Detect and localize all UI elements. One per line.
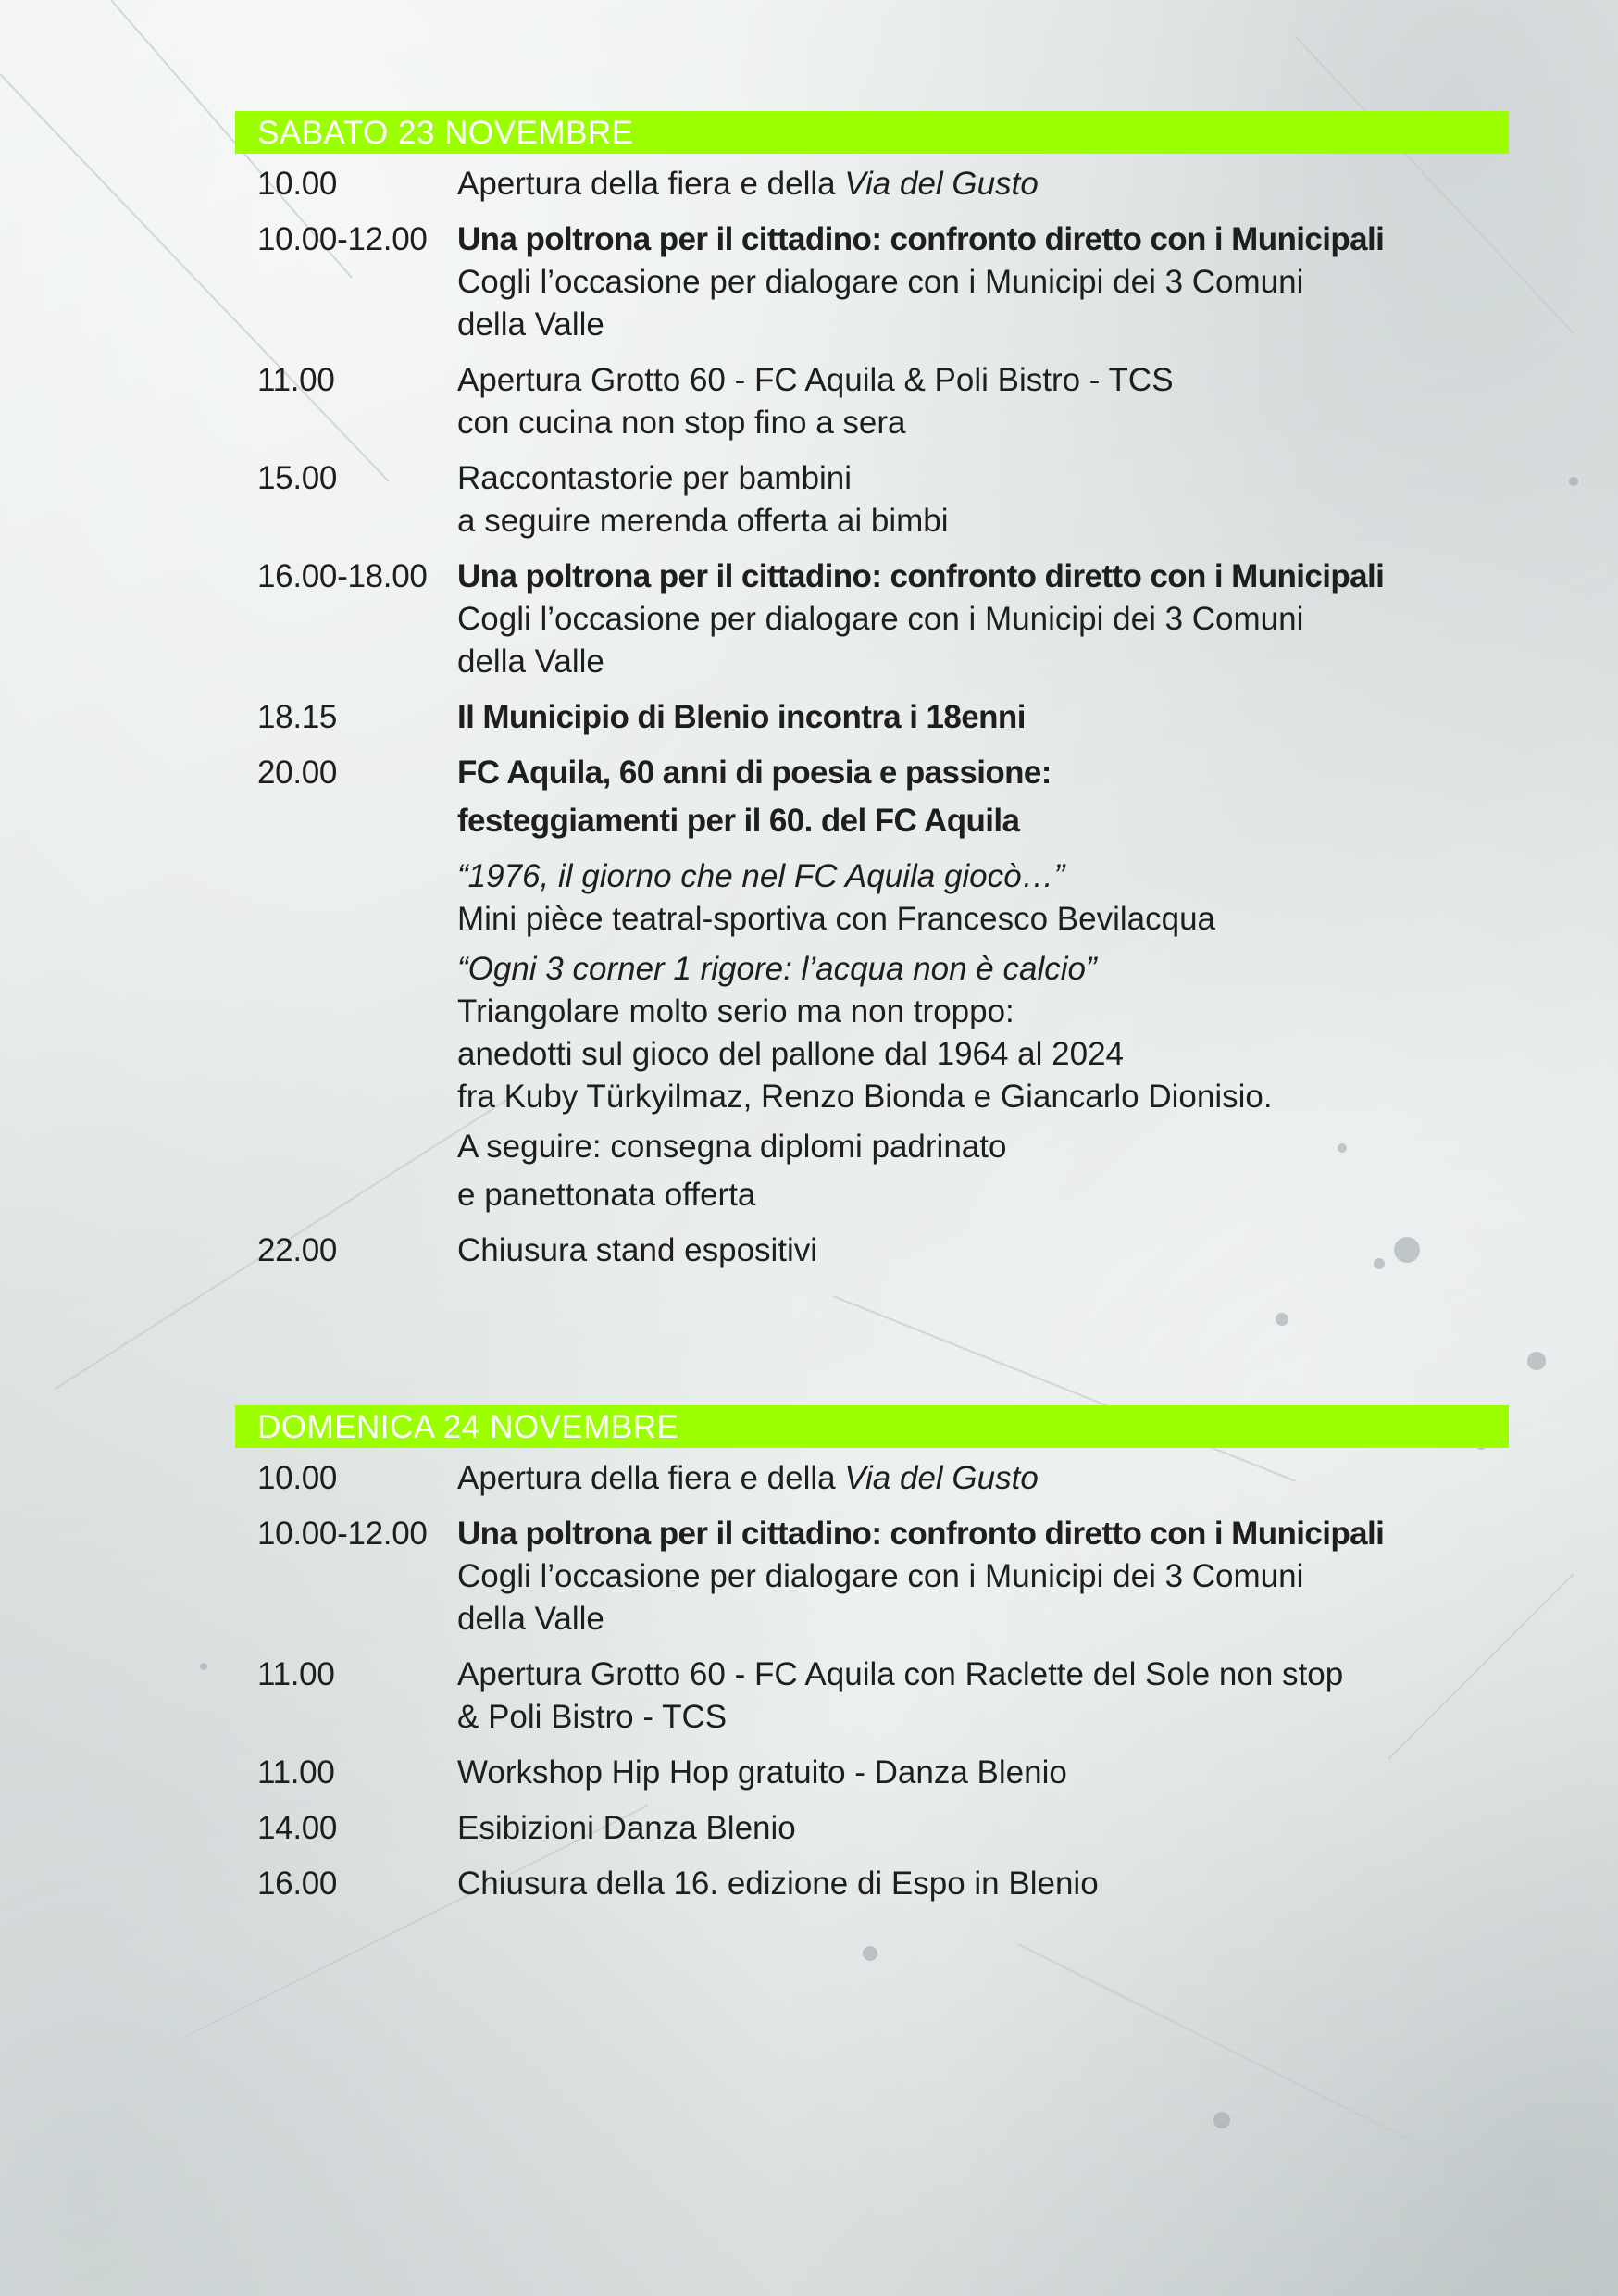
event-description: con cucina non stop fino a sera bbox=[457, 405, 906, 441]
event-description: Chiusura stand espositivi bbox=[457, 1232, 818, 1268]
event-time: 16.00 bbox=[257, 1866, 338, 1902]
schedule-row bbox=[235, 1807, 1509, 1850]
event-description: Apertura Grotto 60 - FC Aquila & Poli Bistro - TCS bbox=[457, 362, 1174, 398]
event-description: Apertura della fiera e della Via del Gusto bbox=[457, 1460, 1039, 1496]
event-description: Raccontastorie per bambini bbox=[457, 460, 853, 496]
schedule-row bbox=[235, 1863, 1509, 1905]
event-description: Apertura Grotto 60 - FC Aquila con Raclette del Sole non stop bbox=[457, 1656, 1344, 1692]
event-title: FC Aquila, 60 anni di poesia e passione: bbox=[457, 755, 1052, 791]
event-description: Esibizioni Danza Blenio bbox=[457, 1810, 796, 1846]
event-time: 11.00 bbox=[257, 1754, 335, 1791]
event-subtitle: “1976, il giorno che nel FC Aquila giocò…” bbox=[457, 858, 1065, 894]
schedule-row bbox=[235, 359, 1509, 444]
event-time: 11.00 bbox=[257, 1656, 335, 1692]
event-time: 14.00 bbox=[257, 1810, 338, 1846]
schedule-row bbox=[235, 1229, 1509, 1272]
schedule-row bbox=[235, 457, 1509, 543]
event-description: della Valle bbox=[457, 306, 604, 343]
event-time: 16.00-18.00 bbox=[257, 558, 428, 594]
event-time: 18.15 bbox=[257, 699, 338, 735]
event-description: Apertura della fiera e della Via del Gusto bbox=[457, 166, 1039, 202]
event-description: della Valle bbox=[457, 643, 604, 680]
event-description: Mini pièce teatral-sportiva con Francesco Bevilacqua bbox=[457, 901, 1215, 937]
event-time: 10.00 bbox=[257, 166, 338, 202]
event-description: Triangolare molto serio ma non troppo: bbox=[457, 993, 1014, 1029]
sunday-header: DOMENICA 24 NOVEMBRE bbox=[235, 1405, 1509, 1448]
event-time: 10.00-12.00 bbox=[257, 1516, 428, 1552]
saturday-section bbox=[235, 111, 1509, 1272]
event-description: e panettonata offerta bbox=[457, 1177, 756, 1213]
event-subtitle: “Ogni 3 corner 1 rigore: l’acqua non è calcio” bbox=[457, 951, 1097, 987]
schedule-row bbox=[235, 1653, 1509, 1739]
schedule-row bbox=[235, 752, 1509, 1217]
event-title: Una poltrona per il cittadino: confronto diretto con i Municipali bbox=[457, 1516, 1385, 1552]
schedule-row bbox=[235, 1513, 1509, 1641]
event-time: 10.00-12.00 bbox=[257, 221, 428, 257]
event-description: Cogli l’occasione per dialogare con i Municipi dei 3 Comuni bbox=[457, 601, 1304, 637]
event-time: 20.00 bbox=[257, 755, 338, 791]
event-time: 10.00 bbox=[257, 1460, 338, 1496]
event-time: 11.00 bbox=[257, 362, 335, 398]
schedule-row bbox=[235, 696, 1509, 739]
event-description: della Valle bbox=[457, 1601, 604, 1637]
event-title: Una poltrona per il cittadino: confronto diretto con i Municipali bbox=[457, 221, 1385, 257]
event-time: 15.00 bbox=[257, 460, 338, 496]
schedule-row bbox=[235, 555, 1509, 683]
event-description: a seguire merenda offerta ai bimbi bbox=[457, 503, 949, 539]
event-title: Una poltrona per il cittadino: confronto diretto con i Municipali bbox=[457, 558, 1385, 594]
event-description: A seguire: consegna diplomi padrinato bbox=[457, 1129, 1007, 1165]
event-description: Cogli l’occasione per dialogare con i Municipi dei 3 Comuni bbox=[457, 1558, 1304, 1594]
schedule-row bbox=[235, 1752, 1509, 1794]
saturday-header: SABATO 23 NOVEMBRE bbox=[235, 111, 1509, 154]
event-description: & Poli Bistro - TCS bbox=[457, 1699, 728, 1735]
event-description: anedotti sul gioco del pallone dal 1964 al 2024 bbox=[457, 1036, 1125, 1072]
event-description: Cogli l’occasione per dialogare con i Municipi dei 3 Comuni bbox=[457, 264, 1304, 300]
schedule-row bbox=[235, 1457, 1509, 1500]
event-description: Workshop Hip Hop gratuito - Danza Blenio bbox=[457, 1754, 1067, 1791]
schedule-row bbox=[235, 163, 1509, 206]
event-title: festeggiamenti per il 60. del FC Aquila bbox=[457, 803, 1020, 839]
sunday-section bbox=[235, 1405, 1509, 1905]
event-time: 22.00 bbox=[257, 1232, 338, 1268]
event-description: fra Kuby Türkyilmaz, Renzo Bionda e Giancarlo Dionisio. bbox=[457, 1079, 1273, 1115]
event-title: Il Municipio di Blenio incontra i 18enni bbox=[457, 699, 1026, 735]
event-description: Chiusura della 16. edizione di Espo in Blenio bbox=[457, 1866, 1099, 1902]
schedule-row bbox=[235, 218, 1509, 346]
